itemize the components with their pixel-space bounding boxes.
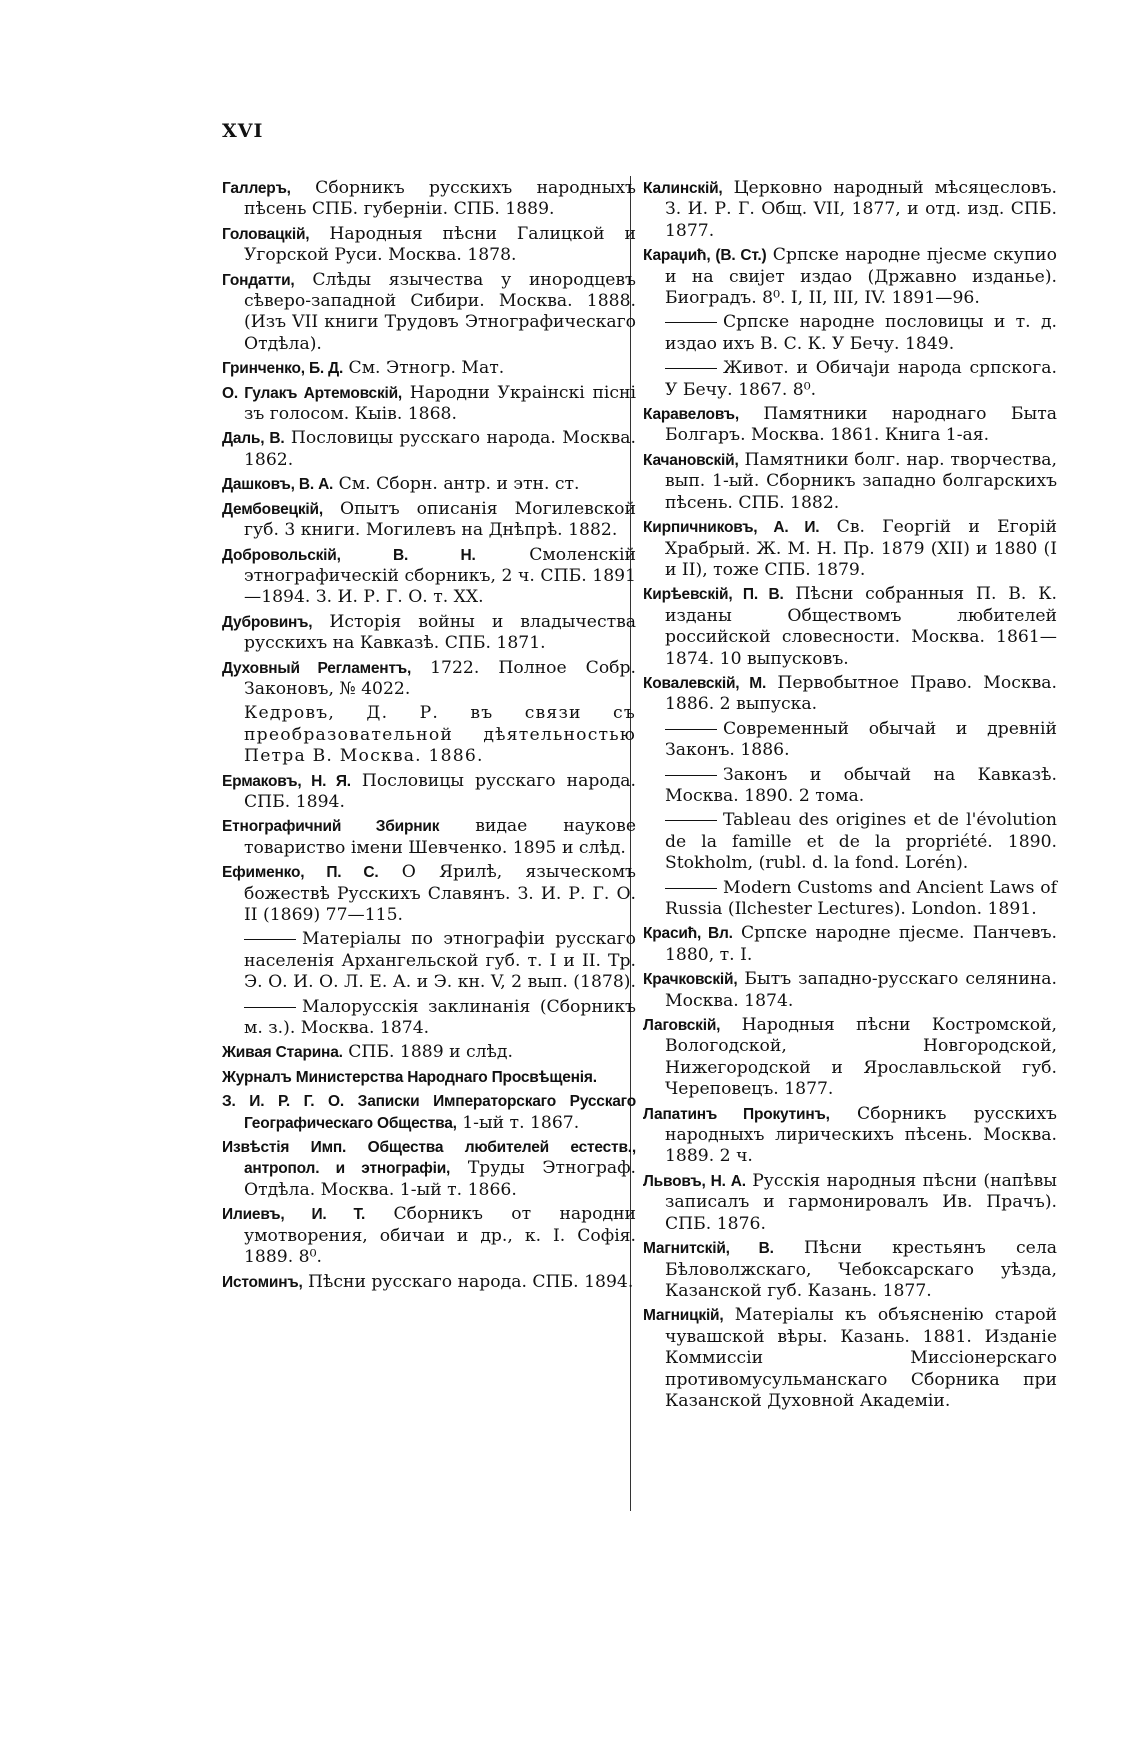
left-bibliography-entry	[222, 358, 636, 379]
left-bibliography-entry	[222, 383, 636, 426]
right-bibliography-entry	[643, 878, 1057, 921]
left-bibliography-entry	[222, 703, 636, 767]
entry-headword: Добровольскій, В. Н.	[222, 546, 476, 564]
entry-text: Памятники болг. нар. творчества, вып. 1-ый. Сборникъ западно болгарскихъ пѣсень. СПБ. 1882.	[665, 449, 1057, 513]
entry-headword: Дубровинъ,	[222, 613, 313, 631]
right-bibliography-entry	[643, 1305, 1057, 1412]
entry-headword: Лаговскій,	[643, 1017, 721, 1035]
entry-headword: Галлеръ,	[222, 180, 291, 197]
ditto-dash	[244, 939, 296, 940]
entry-text: Сборникъ русскихъ народныхъ лирическихъ пѣсень. Москва. 1889. 2 ч.	[665, 1103, 1057, 1167]
entry-text: Народни Украінскі пісні зъ голосом. Кыів. 1868.	[244, 382, 636, 425]
right-bibliography-entry	[643, 517, 1057, 581]
left-bibliography-entry	[222, 612, 636, 655]
entry-headword: Дашковъ, В. А.	[222, 476, 334, 494]
entry-headword: Илиевъ, И. Т.	[222, 1206, 366, 1224]
right-bibliography-entry	[643, 810, 1057, 874]
entry-headword: Кирпичниковъ, А. И.	[643, 519, 820, 537]
entry-text: Сборникъ от народни умотворения, обичаи и др., к. I. Софія. 1889. 8⁰.	[244, 1204, 637, 1268]
right-bibliography-entry	[643, 969, 1057, 1012]
entry-text: 1-ый т. 1867.	[456, 1112, 580, 1133]
entry-headword: Етнографичний Збирник	[222, 818, 440, 836]
entry-text: Смоленскій этнографическій сборникъ, 2 ч. СПБ. 1891—1894. З. И. Р. Г. О. т. XX.	[244, 544, 636, 608]
right-bibliography-entry	[643, 719, 1057, 762]
entry-text: Српске народне пјесме скупио и на свијет издао (Државно изданье). Биоградъ. 8⁰. I, II, III, IV. 1891—96.	[665, 245, 1057, 309]
entry-text: Народныя пѣсни Костромской, Вологодской, Новгородской, Нижегородской и Ярославльской губ. Череповецъ. 1877.	[665, 1015, 1057, 1100]
ditto-dash	[665, 729, 717, 730]
entry-text: Св. Георгій и Егорій Храбрый. Ж. М. Н. Пр. 1879 (XII) и 1880 (I и II), тоже СПБ. 1879.	[665, 517, 1057, 580]
entry-headword: Качановскій,	[643, 451, 739, 469]
entry-headword: Гондатти,	[222, 271, 295, 289]
left-bibliography-entry	[222, 1042, 636, 1063]
right-bibliography-entry	[643, 765, 1057, 808]
entry-headword: Магнитскій, В.	[643, 1240, 774, 1258]
ditto-dash	[665, 775, 717, 776]
right-bibliography-entry	[643, 245, 1057, 309]
right-bibliography-entry	[643, 1238, 1057, 1302]
entry-text: Исторія войны и владычества русскихъ на Кавказѣ. СПБ. 1871.	[244, 611, 636, 654]
right-bibliography-entry	[643, 312, 1057, 355]
entry-text: Матеріалы къ объясненію старой чувашской вѣры. Казань. 1881. Изданіе Коммиссіи Миссіонерскаго противомусульманскаго Сборника при Казанской Духовной Академіи.	[665, 1305, 1057, 1411]
ditto-dash	[665, 368, 717, 369]
ditto-dash	[665, 322, 717, 323]
entry-text: Српске народне пјесме. Панчевъ. 1880, т. I.	[665, 923, 1057, 965]
right-bibliography-entry	[643, 584, 1057, 670]
ditto-dash	[244, 1007, 296, 1008]
left-bibliography-entry	[222, 1272, 636, 1293]
ditto-dash	[665, 888, 717, 889]
entry-headword: Крачковскій,	[643, 971, 738, 989]
entry-text: Пѣсни крестьянъ села Бѣловолжскаго, Чебоксарскаго уѣзда, Казанской губ. Казань. 1877.	[665, 1238, 1057, 1301]
entry-headword: Извѣстія Имп. Общества любителей естеств., антропол. и этнографіи,	[222, 1139, 636, 1178]
left-bibliography-entry	[222, 270, 636, 356]
entry-headword: З. И. Р. Г. О. Записки Императорскаго Русскаго Географическаго Общества,	[222, 1093, 636, 1132]
left-bibliography-entry	[222, 224, 636, 267]
right-bibliography-entry	[643, 178, 1057, 242]
entry-text: Пословицы русскаго народа. СПБ. 1894.	[244, 770, 636, 812]
left-bibliography-entry	[222, 178, 636, 221]
entry-text: Законъ и обычай на Кавказѣ. Москва. 1890. 2 тома.	[665, 764, 1057, 806]
entry-headword: Магницкій,	[643, 1307, 724, 1325]
left-bibliography-entry	[222, 1137, 636, 1201]
entry-headword: Ермаковъ, Н. Я.	[222, 772, 351, 790]
entry-text: Народныя пѣсни Галицкой и Угорской Руси. Москва. 1878.	[244, 223, 636, 266]
entry-headword: Гринченко, Б. Д.	[222, 360, 344, 378]
entry-text: Живот. и Обичаји народа српскога. У Бечу. 1867. 8⁰.	[665, 358, 1057, 400]
left-bibliography-entry	[222, 1204, 636, 1268]
entry-headword: Истоминъ,	[222, 1273, 303, 1291]
entry-headword: Каравеловъ,	[643, 406, 739, 424]
entry-text: Пословицы русскаго народа. Москва. 1862.	[244, 428, 636, 470]
entry-headword: Ефименко, П. С.	[222, 864, 379, 882]
entry-text: См. Этногр. Мат.	[343, 358, 505, 379]
right-bibliography-entry	[643, 450, 1057, 514]
entry-text: Первобытное Право. Москва. 1886. 2 выпуска.	[665, 672, 1058, 715]
entry-text: Сборникъ русскихъ народныхъ пѣсень СПБ. губерніи. СПБ. 1889.	[244, 178, 636, 220]
entry-headword: Головацкій,	[222, 225, 310, 243]
left-bibliography-entry	[222, 929, 636, 993]
right-bibliography-entry	[643, 404, 1057, 447]
left-bibliography-entry	[222, 658, 636, 701]
right-bibliography-entry	[643, 923, 1057, 966]
entry-text: О Ярилѣ, языческомъ божествѣ Русскихъ Славянъ. З. И. Р. Г. О. II (1869) 77—115.	[244, 862, 636, 925]
entry-text: Памятники народнаго Быта Болгаръ. Москва. 1861. Книга 1-ая.	[665, 404, 1057, 446]
right-bibliography-entry	[643, 358, 1057, 401]
entry-headword: Журналъ Министерства Народнаго Просвѣщенія.	[222, 1068, 597, 1086]
right-bibliography-entry	[643, 1171, 1057, 1235]
entry-text: Труды Этнограф. Отдѣла. Москва. 1-ый т. 1866.	[244, 1158, 636, 1200]
entry-headword: Живая Старина.	[222, 1044, 343, 1062]
page-number: XVI	[222, 120, 264, 142]
entry-headword: Караџић, (В. Ст.)	[643, 247, 767, 265]
left-bibliography-entry	[222, 816, 636, 859]
entry-headword: Даль, В.	[222, 430, 285, 448]
entry-text: Tableau des origines et de l'évolution de la famille et de la propriété. 1890. Stokholm, (rubl. d. la fond. Lorén).	[665, 810, 1057, 874]
right-bibliography-entry	[643, 1104, 1057, 1168]
left-bibliography-entry	[222, 997, 636, 1040]
entry-text: Русскія народныя пѣсни (напѣвы записалъ и гармонировалъ Ив. Прачъ). СПБ. 1876.	[665, 1170, 1057, 1234]
left-bibliography-entry	[222, 1067, 636, 1088]
entry-text: Матеріалы по этнографіи русскаго населенія Архангельской губ. т. I и II. Тр. Э. О. И. О. Л. Е. А. и Э. кн. V, 2 вып. (1878).	[244, 929, 636, 993]
entry-headword: Кирѣевскій, П. В.	[643, 586, 784, 604]
entry-text: См. Сборн. антр. и этн. ст.	[333, 474, 580, 495]
entry-text: Малорусскія заклинанія (Сборникъ м. з.). Москва. 1874.	[244, 996, 636, 1039]
left-bibliography-entry	[222, 499, 636, 542]
left-bibliography-entry	[222, 771, 636, 814]
left-bibliography-entry	[222, 1091, 636, 1134]
entry-text: видае наукове товариство імени Шевченко. 1895 и слѣд.	[244, 816, 636, 858]
entry-headword: Лапатинъ Прокутинъ,	[643, 1105, 830, 1123]
left-bibliography-entry	[222, 428, 636, 471]
entry-text: Пѣсни русскаго народа. СПБ. 1894.	[302, 1271, 634, 1292]
entry-headword: Духовный Регламентъ,	[222, 659, 412, 677]
left-bibliography-entry	[222, 474, 636, 495]
entry-text: Опытъ описанія Могилевской губ. 3 книги. Могилевъ на Днѣпрѣ. 1882.	[244, 498, 636, 541]
entry-headword: Ковалевскій, М.	[643, 674, 767, 692]
right-column	[643, 178, 1057, 1415]
left-column	[222, 178, 636, 1296]
entry-text: Modern Customs and Ancient Laws of Russia (Ilchester Lectures). London. 1891.	[665, 877, 1057, 919]
entry-text: Пѣсни собранныя П. В. К. изданы Обществомъ любителей российской словесности. Москва. 1861—1874. 10 выпусковъ.	[665, 584, 1057, 669]
entry-headword: Красић, Вл.	[643, 925, 733, 943]
entry-text: Кедровъ, Д. Р. въ связи съ преобразовательной дѣятельностью Петра В. Москва. 1886.	[244, 703, 636, 767]
entry-headword: Львовъ, Н. А.	[643, 1172, 746, 1190]
entry-text: Церковно народный мѣсяцесловъ. З. И. Р. Г. Общ. VII, 1877, и отд. изд. СПБ. 1877.	[665, 178, 1057, 241]
right-bibliography-entry	[643, 1015, 1057, 1101]
entry-text: Српске народне пословицы и т. д. издао ихъ В. С. К. У Бечу. 1849.	[665, 312, 1057, 354]
entry-text: Современный обычай и древній Законъ. 1886.	[665, 718, 1057, 761]
entry-headword: Дембовецкій,	[222, 500, 323, 518]
entry-headword: Калинскій,	[643, 180, 723, 197]
entry-headword: О. Гулакъ Артемовскій,	[222, 384, 403, 402]
entry-text: СПБ. 1889 и слѣд.	[342, 1042, 513, 1063]
entry-text: Слѣды язычества у инородцевъ сѣверо-западной Сибири. Москва. 1888. (Изъ VII книги Трудовъ Этнографическаго Отдѣла).	[244, 269, 636, 354]
ditto-dash	[665, 820, 717, 821]
right-bibliography-entry	[643, 673, 1057, 716]
left-bibliography-entry	[222, 862, 636, 926]
entry-text: 1722. Полное Собр. Законовъ, № 4022.	[244, 657, 636, 699]
entry-text: Бытъ западно-русскаго селянина. Москва. 1874.	[665, 969, 1057, 1011]
left-bibliography-entry	[222, 545, 636, 609]
